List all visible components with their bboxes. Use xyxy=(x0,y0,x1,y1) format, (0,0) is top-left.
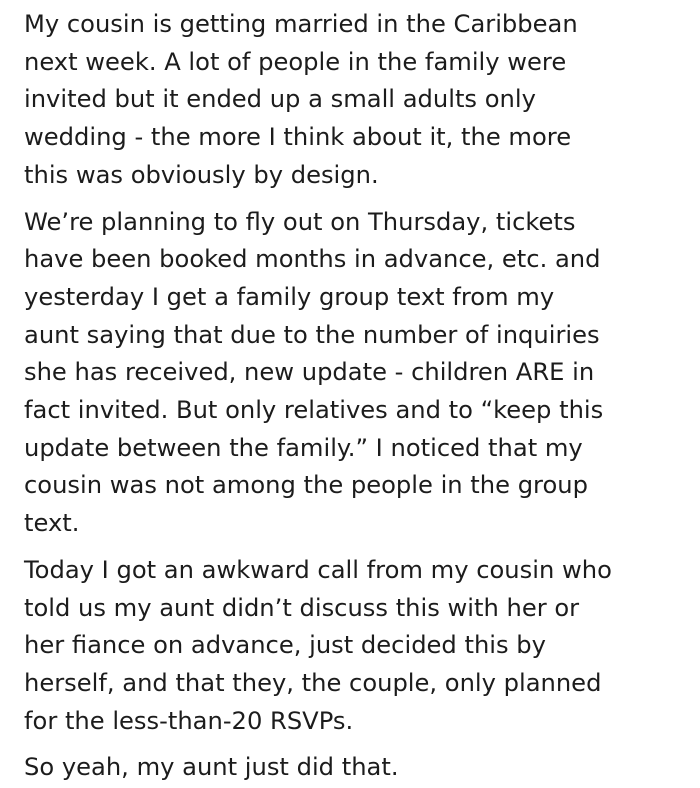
paragraph-line: So yeah, my aunt just did that. xyxy=(24,753,399,782)
paragraph-line: text. xyxy=(24,509,80,538)
paragraph-line: wedding - the more I think about it, the more xyxy=(24,123,572,152)
paragraph-line: herself, and that they, the couple, only planned xyxy=(24,668,602,697)
paragraph-line: My cousin is getting married in the Caribbean xyxy=(24,10,578,38)
paragraph-line: have been booked months in advance, etc. and xyxy=(24,245,601,274)
paragraph-line: her fiance on advance, just decided this by xyxy=(24,631,546,660)
paragraph-4 xyxy=(24,749,676,787)
paragraph-line: invited but it ended up a small adults only xyxy=(24,85,536,114)
paragraph-line: Today I got an awkward call from my cousin who xyxy=(24,555,612,584)
paragraph-line: yesterday I get a family group text from my xyxy=(24,282,555,311)
paragraph-line: We’re planning to fly out on Thursday, tickets xyxy=(24,207,576,236)
paragraph-line: aunt saying that due to the number of inquiries xyxy=(24,320,600,349)
paragraph-line: next week. A lot of people in the family were xyxy=(24,47,567,76)
paragraph-line: update between the family.” I noticed that my xyxy=(24,433,583,462)
paragraph-line: for the less-than-20 RSVPs. xyxy=(24,706,354,735)
paragraph-3 xyxy=(24,552,676,741)
paragraph-line: this was obviously by design. xyxy=(24,160,379,189)
paragraph-line: she has received, new update - children ARE in xyxy=(24,358,595,387)
paragraph-line: told us my aunt didn’t discuss this with her or xyxy=(24,593,580,622)
paragraph-1 xyxy=(24,6,676,195)
paragraph-line: cousin was not among the people in the group xyxy=(24,471,588,500)
paragraph-line: fact invited. But only relatives and to “keep this xyxy=(24,396,604,425)
paragraph-2 xyxy=(24,204,676,543)
